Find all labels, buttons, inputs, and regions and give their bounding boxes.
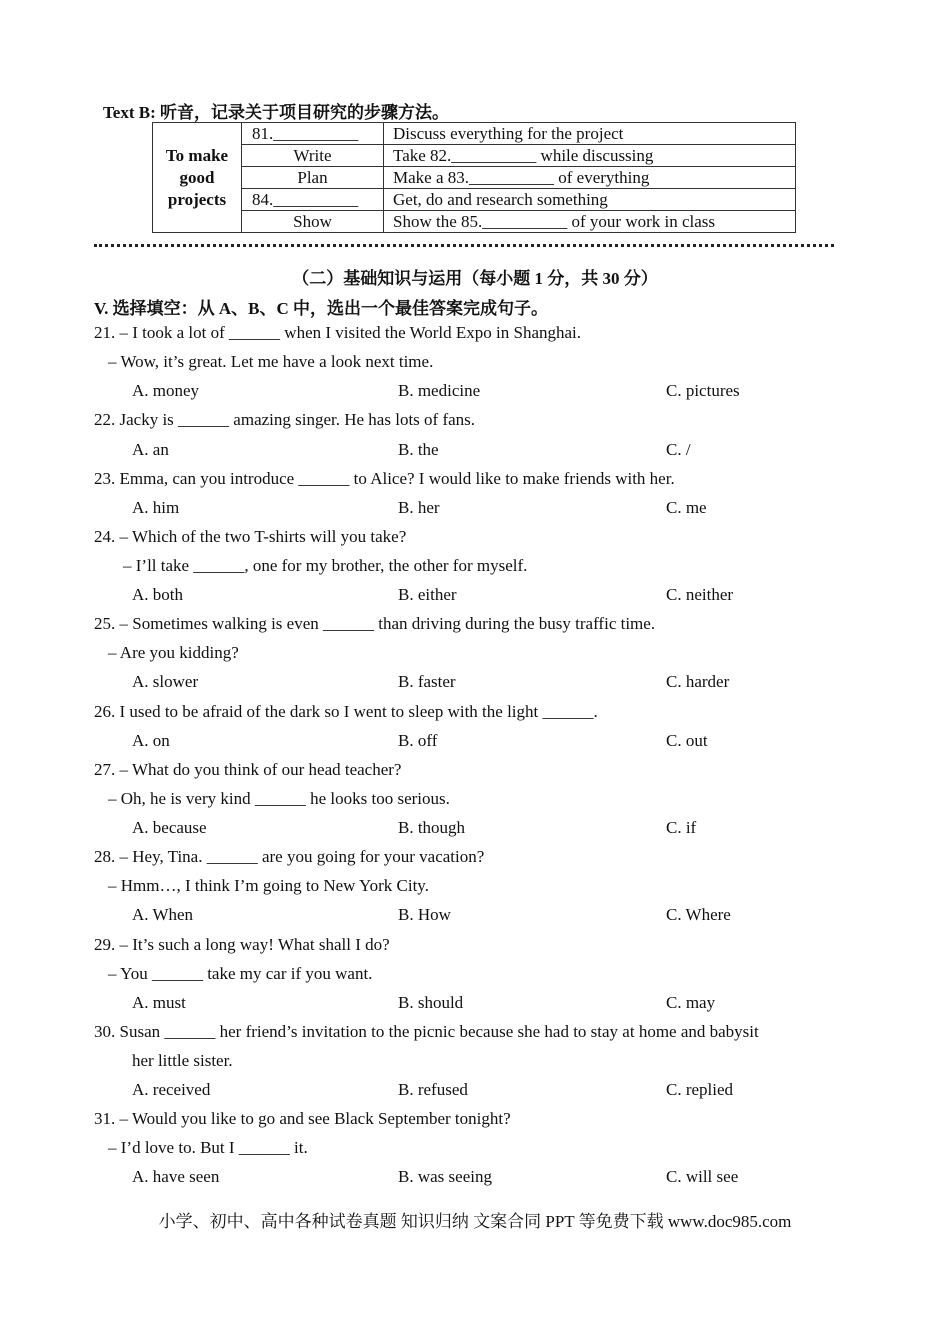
option-a: A. have seen xyxy=(132,1167,220,1186)
option-a: A. an xyxy=(132,440,169,459)
option-b: B. though xyxy=(398,818,466,837)
option-b: B. the xyxy=(398,440,439,459)
table-row xyxy=(153,145,796,167)
option-b: B. refused xyxy=(398,1080,468,1099)
table-row xyxy=(153,211,796,233)
table-title: To make good projects xyxy=(165,145,229,209)
table-title-cell xyxy=(153,123,242,233)
option-c: C. may xyxy=(666,993,716,1012)
desc-cell: Get, do and research something xyxy=(384,189,796,211)
option-b: B. should xyxy=(398,993,464,1012)
option-b: B. her xyxy=(398,498,440,517)
section-title: （二）基础知识与运用（每小题 1 分，共 30 分） xyxy=(292,269,658,288)
question-31: 31. – Would you like to go and see Black September tonight? xyxy=(94,1109,511,1128)
desc-cell: Make a 83.__________ of everything xyxy=(384,167,796,189)
question-24: 24. – Which of the two T-shirts will you take? xyxy=(94,527,407,546)
question-27-reply: – Oh, he is very kind ______ he looks too serious. xyxy=(108,789,450,808)
option-b: B. was seeing xyxy=(398,1167,492,1186)
option-c: C. neither xyxy=(666,585,734,604)
project-steps-table xyxy=(152,122,796,233)
option-c: C. Where xyxy=(666,905,731,924)
question-24-reply: – I’ll take ______, one for my brother, the other for myself. xyxy=(123,556,528,575)
option-c: C. / xyxy=(666,440,691,459)
text-b-heading: Text B: 听音，记录关于项目研究的步骤方法。 xyxy=(103,103,449,122)
question-30: 30. Susan ______ her friend’s invitation to the picnic because she had to stay at home and babysit xyxy=(94,1022,759,1041)
footer-text: 小学、初中、高中各种试卷真题 知识归纳 文案合同 PPT 等免费下载 www.doc985.com xyxy=(158,1212,792,1231)
option-a: A. slower xyxy=(132,672,199,691)
option-c: C. harder xyxy=(666,672,730,691)
step-cell: Show xyxy=(242,211,384,233)
question-27: 27. – What do you think of our head teacher? xyxy=(94,760,402,779)
option-a: A. on xyxy=(132,731,170,750)
step-cell: Plan xyxy=(242,167,384,189)
question-29: 29. – It’s such a long way! What shall I do? xyxy=(94,935,390,954)
option-b: B. faster xyxy=(398,672,456,691)
option-a: A. When xyxy=(132,905,194,924)
option-c: C. me xyxy=(666,498,707,517)
desc-cell: Discuss everything for the project xyxy=(384,123,796,145)
question-21-reply: – Wow, it’s great. Let me have a look next time. xyxy=(108,352,434,371)
question-23: 23. Emma, can you introduce ______ to Alice? I would like to make friends with her. xyxy=(94,469,675,488)
option-c: C. will see xyxy=(666,1167,739,1186)
option-a: A. both xyxy=(132,585,183,604)
option-b: B. medicine xyxy=(398,381,481,400)
desc-cell: Show the 85.__________ of your work in class xyxy=(384,211,796,233)
table-row xyxy=(153,189,796,211)
option-c: C. out xyxy=(666,731,708,750)
question-28: 28. – Hey, Tina. ______ are you going for your vacation? xyxy=(94,847,485,866)
part-v-instructions: V. 选择填空：从 A、B、C 中，选出一个最佳答案完成句子。 xyxy=(94,299,548,318)
option-a: A. him xyxy=(132,498,180,517)
option-b: B. either xyxy=(398,585,457,604)
question-21: 21. – I took a lot of ______ when I visited the World Expo in Shanghai. xyxy=(94,323,582,342)
option-a: A. money xyxy=(132,381,200,400)
step-cell: 81.__________ xyxy=(242,123,384,145)
question-26: 26. I used to be afraid of the dark so I went to sleep with the light ______. xyxy=(94,702,598,721)
question-31-reply: – I’d love to. But I ______ it. xyxy=(108,1138,308,1157)
desc-cell: Take 82.__________ while discussing xyxy=(384,145,796,167)
question-28-reply: – Hmm…, I think I’m going to New York City. xyxy=(108,876,429,895)
option-a: A. received xyxy=(132,1080,211,1099)
dotted-divider xyxy=(94,241,834,249)
option-b: B. off xyxy=(398,731,438,750)
question-25: 25. – Sometimes walking is even ______ than driving during the busy traffic time. xyxy=(94,614,656,633)
option-b: B. How xyxy=(398,905,451,924)
table-row xyxy=(153,123,796,145)
option-a: A. must xyxy=(132,993,186,1012)
question-22: 22. Jacky is ______ amazing singer. He has lots of fans. xyxy=(94,410,476,429)
question-30-continued: her little sister. xyxy=(132,1051,233,1070)
option-a: A. because xyxy=(132,818,207,837)
step-cell: 84.__________ xyxy=(242,189,384,211)
option-c: C. replied xyxy=(666,1080,734,1099)
step-cell: Write xyxy=(242,145,384,167)
table-row xyxy=(153,167,796,189)
question-29-reply: – You ______ take my car if you want. xyxy=(108,964,373,983)
question-25-reply: – Are you kidding? xyxy=(108,643,239,662)
option-c: C. if xyxy=(666,818,697,837)
option-c: C. pictures xyxy=(666,381,740,400)
